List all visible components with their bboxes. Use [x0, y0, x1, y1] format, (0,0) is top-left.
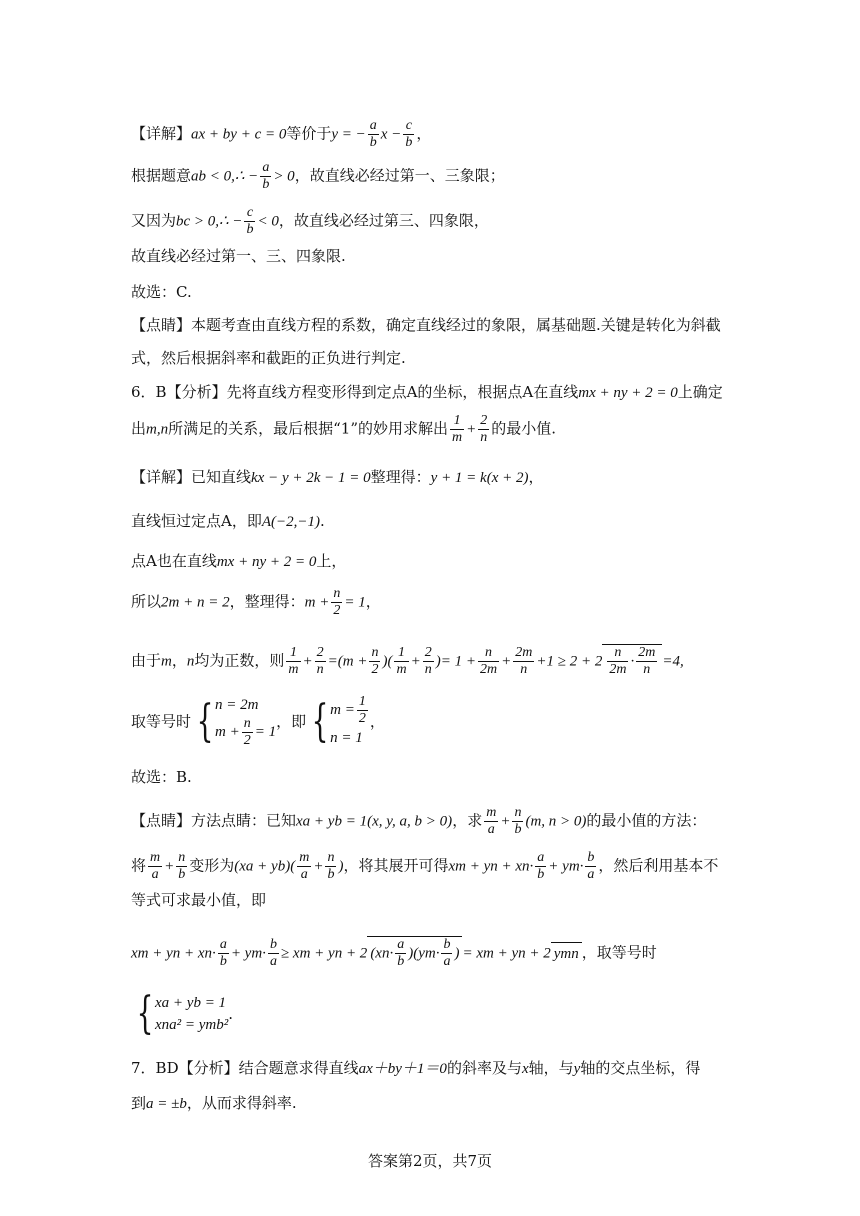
fraction: $\frac{b}{a}$ [587, 850, 595, 882]
fraction: $\frac{1}{m}$ [288, 645, 299, 677]
line-4: 故直线必经过第一、三、四象限. [131, 247, 346, 265]
fraction: $\frac{n}{b}$ [327, 850, 335, 882]
line-17: 【点睛】方法点睛：已知xa + yb = 1(x, y, a, b > 0)，求 $\frac{m}{a}$ + $\frac{n}{b}$ (m, n > 0)的最小值的方法： [131, 805, 707, 837]
line-1: 【详解】ax + by + c = 0等价于y = − $\frac{a}{b}$ x − $\frac{c}{b}$ ， [131, 118, 432, 150]
line-21: { xa + yb = 1 xna² = ymb² . [136, 988, 234, 1039]
sqrt: $\frac{n}{2m}$ · $\frac{2m}{n}$ [602, 644, 662, 678]
fraction: $\frac{a}{b}$ [219, 937, 227, 969]
line-9: 出m,n所满足的关系，最后根据“1”的妙用求解出 $\frac{1}{m}$ + $\frac{2}{n}$ 的最小值. [131, 413, 557, 445]
line-2: 根据题意ab < 0,∴ − $\frac{a}{b}$ > 0，故直线必经过第一、三象限； [131, 160, 505, 192]
line-6: 【点睛】本题考查由直线方程的系数，确定直线经过的象限，属基础题.关键是转化为斜截 [131, 316, 721, 334]
line-19: 等式可求最小值，即 [131, 891, 267, 909]
fraction: $\frac{n}{2}$ [333, 586, 341, 618]
line-22: 7．BD【分析】结合题意求得直线ax＋by＋1＝0的斜率及与x轴，与y轴的交点坐标，得 [131, 1059, 701, 1077]
line-3: 又因为bc > 0,∴ − $\frac{c}{b}$ < 0，故直线必经过第三、四象限， [131, 205, 489, 237]
fraction: $\frac{c}{b}$ [246, 205, 254, 237]
fraction: $\frac{2}{n}$ [316, 645, 324, 677]
page-footer: 答案第2页，共7页 [367, 1152, 493, 1170]
line-15: 取等号时 { n = 2m m + $\frac{n}{2}$ = 1 ，即 { m = $\frac{1}{2}$ n = 1 ， [131, 694, 385, 748]
fraction: $\frac{2}{n}$ [424, 645, 432, 677]
fraction: $\frac{a}{b}$ [369, 118, 377, 150]
brace: { [136, 988, 154, 1039]
sqrt: (xn· $\frac{a}{b}$ )(ym· $\frac{b}{a}$ ) [367, 936, 462, 970]
fraction: $\frac{c}{b}$ [405, 118, 413, 150]
fraction: $\frac{b}{a}$ [269, 937, 277, 969]
fraction: $\frac{m}{a}$ [299, 850, 310, 882]
line-14: 由于m，n均为正数，则 $\frac{1}{m}$ + $\frac{2}{n}$ =(m + $\frac{n}{2}$ )( $\frac{1}{m}$ + $\frac{2}{n}$ )= 1 + $\frac{n}{2m}$ + $\frac{2m}{n}$ +1 ≥ 2 + 2 $\frac{n}{2m}$ · $\frac{2m}{n}$ =4, [131, 645, 684, 677]
brace: { [311, 695, 329, 747]
fraction: $\frac{m}{a}$ [486, 805, 497, 837]
fraction: $\frac{n}{2m}$ [479, 645, 498, 677]
line-12: 点A也在直线mx + ny + 2 = 0上， [131, 552, 347, 570]
fraction: $\frac{2}{n}$ [480, 413, 488, 445]
fraction: $\frac{a}{b}$ [537, 850, 545, 882]
equation-system: m = $\frac{1}{2}$ n = 1 [330, 694, 366, 746]
line-18: 将 $\frac{m}{a}$ + $\frac{n}{b}$ 变形为(xa + yb)( $\frac{m}{a}$ + $\frac{n}{b}$ )，将其展开可得xm + yn + xn· $\frac{a}{b}$ + ym· $\frac{b}{a}$ ，然后利用基本不 [131, 850, 719, 882]
line-8: 6．B【分析】先将直线方程变形得到定点A的坐标，根据点A在直线mx + ny + 2 = 0上确定 [131, 383, 723, 401]
line-13: 所以2m + n = 2，整理得：m + $\frac{n}{2}$ = 1， [131, 586, 381, 618]
equation-system: xa + yb = 1 xna² = ymb² [155, 995, 229, 1033]
line-16: 故选：B. [131, 768, 192, 786]
fraction: $\frac{1}{m}$ [452, 413, 463, 445]
equation-system: n = 2m m + $\frac{n}{2}$ = 1 [215, 697, 277, 748]
sqrt: ymn [551, 942, 582, 965]
line-5: 故选：C. [131, 283, 192, 301]
fraction: $\frac{n}{2}$ [371, 645, 379, 677]
line-7: 式，然后根据斜率和截距的正负进行判定. [131, 349, 406, 367]
brace: { [196, 695, 214, 747]
line-23: 到a = ±b，从而求得斜率. [131, 1094, 297, 1112]
fraction: $\frac{1}{m}$ [396, 645, 407, 677]
line-11: 直线恒过定点A，即A(−2,−1). [131, 512, 325, 530]
fraction: $\frac{2m}{n}$ [515, 645, 533, 677]
fraction: $\frac{n}{b}$ [514, 805, 522, 837]
fraction: $\frac{n}{b}$ [178, 850, 186, 882]
fraction: $\frac{a}{b}$ [262, 160, 270, 192]
fraction: $\frac{m}{a}$ [150, 850, 161, 882]
line-20: xm + yn + xn· $\frac{a}{b}$ + ym· $\frac{b}{a}$ ≥ xm + yn + 2 (xn· $\frac{a}{b}$ )(ym· $\frac{b}{a}$ ) = xm + yn + 2 ymn ，取等号时 [131, 937, 657, 969]
line-10: 【详解】已知直线kx − y + 2k − 1 = 0整理得：y + 1 = k(x + 2)， [131, 468, 544, 486]
